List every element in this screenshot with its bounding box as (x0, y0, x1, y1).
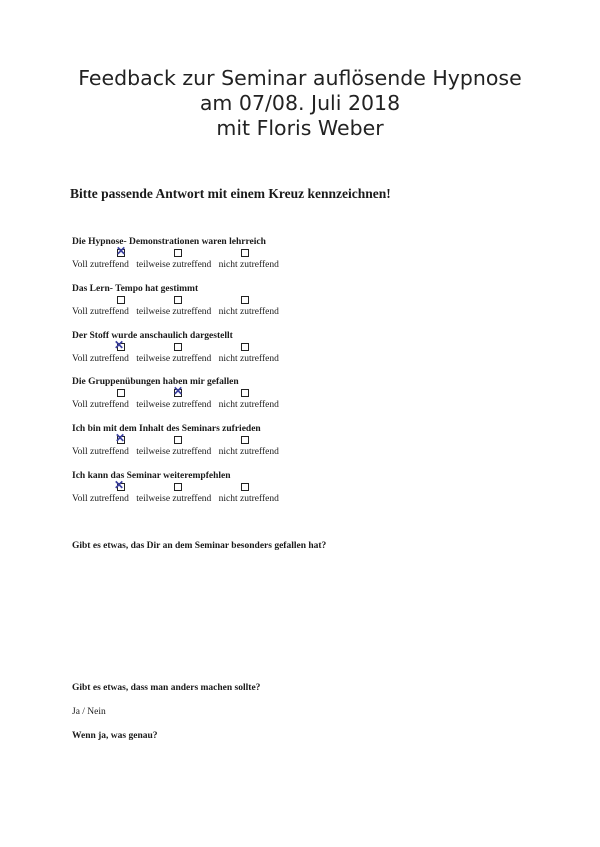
answer-options (72, 259, 492, 271)
option-partial-label: teilweise zutreffend (136, 307, 212, 317)
question-text: Ich bin mit dem Inhalt des Seminars zufrieden (72, 424, 261, 434)
question-text: Die Gruppenübungen haben mir gefallen (72, 377, 239, 387)
instruction-text: Bitte passende Antwort mit einem Kreuz kennzeichnen! (70, 186, 391, 201)
checkmark-icon: ✕ (114, 478, 125, 492)
option-none-label: nicht zutreffend (218, 494, 279, 504)
question-2 (72, 283, 492, 318)
title-line-1: Feedback zur Seminar auflösende Hypnose (78, 66, 522, 90)
open-question-liked: Gibt es etwas, das Dir an dem Seminar besonders gefallen hat? (72, 541, 327, 551)
answer-options (72, 306, 492, 318)
question-3 (72, 330, 492, 365)
answer-options (72, 353, 492, 365)
checkbox-nicht-zutreffend[interactable] (241, 249, 249, 257)
option-full-label: Voll zutreffend (72, 447, 129, 457)
answer-options (72, 446, 492, 458)
question-1 (72, 236, 492, 271)
checkbox-nicht-zutreffend[interactable] (241, 436, 249, 444)
option-none-label: nicht zutreffend (218, 307, 279, 317)
ja-nein-choice[interactable]: Ja / Nein (72, 707, 106, 717)
open-question-what: Wenn ja, was genau? (72, 731, 158, 741)
question-text: Der Stoff wurde anschaulich dargestellt (72, 331, 233, 341)
checkbox-voll-zutreffend[interactable] (117, 296, 125, 304)
open-question-improve: Gibt es etwas, dass man anders machen sollte? (72, 683, 261, 693)
checkbox-nicht-zutreffend[interactable] (241, 389, 249, 397)
option-partial-label: teilweise zutreffend (136, 354, 212, 364)
option-full-label: Voll zutreffend (72, 494, 129, 504)
form-title (0, 66, 600, 141)
question-text: Die Hypnose- Demonstrationen waren lehrreich (72, 237, 266, 247)
option-full-label: Voll zutreffend (72, 260, 129, 270)
option-full-label: Voll zutreffend (72, 400, 129, 410)
option-full-label: Voll zutreffend (72, 354, 129, 364)
option-partial-label: teilweise zutreffend (136, 260, 212, 270)
checkbox-voll-zutreffend[interactable] (117, 389, 125, 397)
question-5 (72, 423, 492, 458)
option-none-label: nicht zutreffend (218, 260, 279, 270)
checkbox-teilweise-zutreffend[interactable] (174, 436, 182, 444)
checkbox-teilweise-zutreffend[interactable] (174, 483, 182, 491)
title-line-2: am 07/08. Juli 2018 (199, 91, 401, 115)
option-full-label: Voll zutreffend (72, 307, 129, 317)
checkbox-teilweise-zutreffend[interactable] (174, 249, 182, 257)
question-4 (72, 376, 492, 411)
checkmark-icon: ✕ (116, 244, 127, 258)
checkmark-icon: ✕ (173, 384, 184, 398)
option-none-label: nicht zutreffend (218, 354, 279, 364)
checkmark-icon: ✕ (114, 338, 125, 352)
option-partial-label: teilweise zutreffend (136, 447, 212, 457)
checkbox-nicht-zutreffend[interactable] (241, 483, 249, 491)
checkbox-teilweise-zutreffend[interactable] (174, 296, 182, 304)
checkbox-nicht-zutreffend[interactable] (241, 296, 249, 304)
question-text: Ich kann das Seminar weiterempfehlen (72, 471, 231, 481)
option-none-label: nicht zutreffend (218, 447, 279, 457)
answer-options (72, 399, 492, 411)
answer-options (72, 493, 492, 505)
option-partial-label: teilweise zutreffend (136, 494, 212, 504)
checkbox-teilweise-zutreffend[interactable] (174, 343, 182, 351)
checkmark-icon: ✕ (115, 431, 126, 445)
question-6 (72, 470, 492, 505)
checkbox-nicht-zutreffend[interactable] (241, 343, 249, 351)
question-text: Das Lern- Tempo hat gestimmt (72, 284, 199, 294)
title-line-3: mit Floris Weber (216, 116, 384, 140)
option-none-label: nicht zutreffend (218, 400, 279, 410)
option-partial-label: teilweise zutreffend (136, 400, 212, 410)
